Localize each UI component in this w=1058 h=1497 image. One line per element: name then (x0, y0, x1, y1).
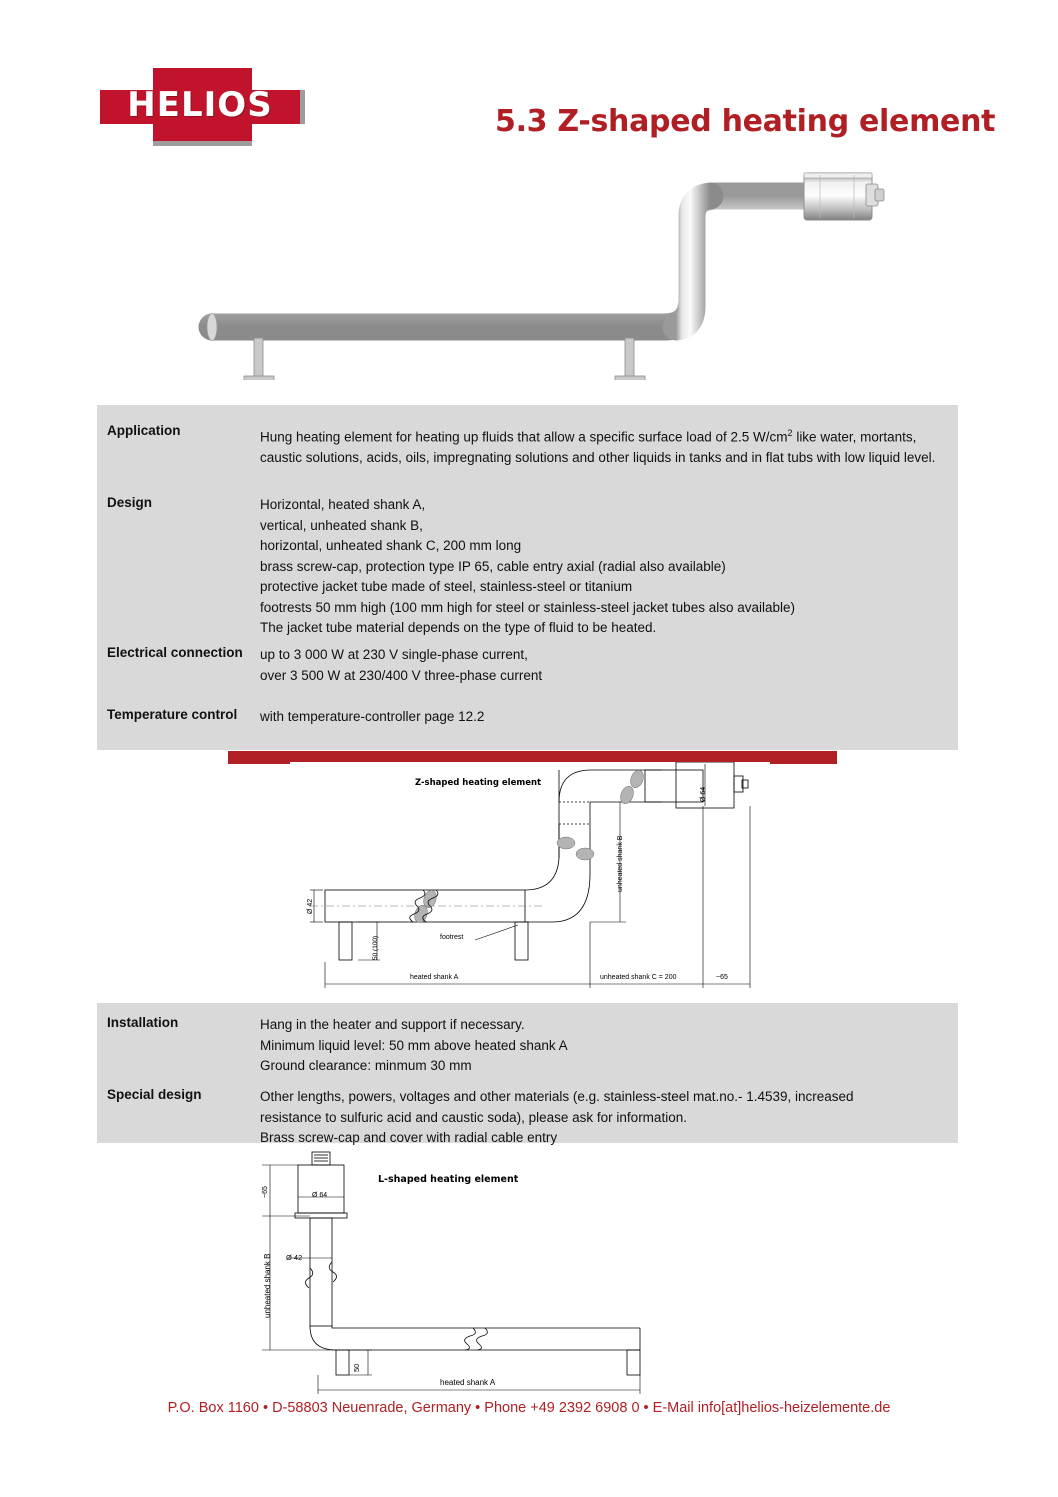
spec-value (260, 645, 950, 686)
dim-cap-length: ~65 (716, 974, 728, 981)
spec-paragraph: Hung heating element for heating up fluids that allow a specific surface load of 2.5 $W/cm^2$ like water, mortants, caustic solutions, acids, oils, impregnating solutions and other liquids in tanks and in flat tubs with low liquid level. (260, 428, 936, 465)
installation-panel (97, 1003, 958, 1143)
dim-cap-length: ~65 (262, 1186, 269, 1198)
spec-line: Hang in the heater and support if necessary. (260, 1017, 525, 1032)
specifications-panel (97, 405, 958, 750)
spec-line: Other lengths, powers, voltages and other materials (e.g. stainless-steel mat.no.- 1.4539, increased (260, 1089, 854, 1104)
spec-line: footrests 50 mm high (100 mm high for steel or stainless-steel jacket tubes also available) (260, 599, 795, 615)
label-heated-shank-a: heated shank A (410, 974, 459, 981)
dim-cap-diameter: Ø 64 (700, 786, 707, 802)
label-unheated-shank-b: unheated shank B (263, 1253, 272, 1318)
spec-label: Installation (107, 1015, 179, 1030)
spec-line: Brass screw-cap and cover with radial cable entry (260, 1130, 558, 1145)
label-heated-shank-a: heated shank A (440, 1378, 496, 1387)
spec-line: brass screw-cap, protection type IP 65, cable entry axial (radial also available) (260, 558, 726, 574)
spec-value (260, 707, 950, 728)
spec-line: over 3 500 W at 230/400 V three-phase current (260, 667, 543, 683)
spec-line: protective jacket tube made of steel, stainless-steel or titanium (260, 579, 633, 594)
label-unheated-shank-c: unheated shank C = 200 (600, 974, 677, 981)
page-title: 5.3 Z-shaped heating element (495, 104, 996, 139)
logo-wordmark: HELIOS (127, 84, 273, 125)
spec-label: Design (107, 495, 153, 510)
spec-value (260, 495, 950, 639)
spec-line: with temperature-controller page 12.2 (260, 709, 485, 724)
helios-logo (100, 68, 305, 146)
spec-line: Minimum liquid level: 50 mm above heated shank A (260, 1037, 568, 1053)
drawing-title: Z-shaped heating element (415, 778, 542, 788)
technical-drawing-l-shaped (240, 1150, 660, 1400)
label-footrest: footrest (440, 934, 464, 941)
spec-line: The jacket tube material depends on the type of fluid to be heated. (260, 620, 657, 635)
dim-footrest-height: 50 (352, 1363, 361, 1372)
dim-cap-diameter: Ø 64 (312, 1192, 328, 1199)
page-header (0, 0, 1058, 160)
spec-line: horizontal, unheated shank C, 200 mm long (260, 538, 522, 553)
spec-label: Special design (107, 1087, 202, 1102)
spec-label: Electrical connection (107, 645, 243, 660)
spec-line: vertical, unheated shank B, (260, 517, 423, 533)
spec-line: up to 3 000 W at 230 V single-phase current, (260, 647, 528, 662)
spec-line: Horizontal, heated shank A, (260, 497, 426, 512)
dim-tube-diameter: Ø 42 (307, 898, 314, 914)
spec-label: Temperature control (107, 707, 238, 722)
spec-value (260, 1015, 950, 1077)
product-photo (170, 160, 890, 380)
label-unheated-shank-b: unheated shank B (617, 835, 624, 892)
spec-line: resistance to sulfuric acid and caustic soda), please ask for information. (260, 1109, 687, 1125)
spec-line: Ground clearance: minmum 30 mm (260, 1058, 472, 1073)
page-footer: P.O. Box 1160 • D-58803 Neuenrade, Germany • Phone +49 2392 6908 0 • E-Mail info[at]helios-heizelemente.de (167, 1400, 891, 1416)
dim-footrest-height: 50 (100) (372, 935, 379, 960)
spec-label: Application (107, 423, 181, 438)
drawing-title: L-shaped heating element (378, 1174, 519, 1185)
spec-value (260, 423, 950, 469)
technical-drawing-z-shaped (290, 762, 770, 990)
spec-value (260, 1087, 950, 1149)
dim-tube-diameter: Ø 42 (286, 1253, 303, 1262)
